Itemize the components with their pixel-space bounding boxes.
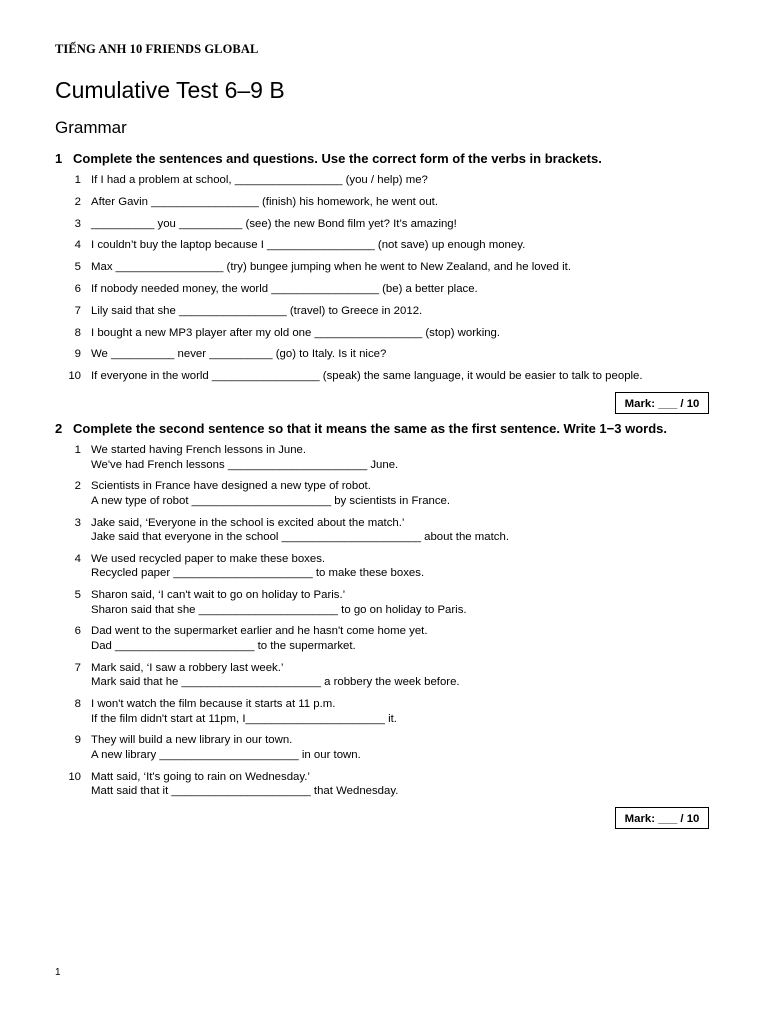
exercise-item <box>55 347 715 369</box>
page-title: Cumulative Test 6–9 B <box>55 77 285 103</box>
exercise-1-instruction-row <box>55 151 715 167</box>
item-text: Matt said, ‘It's going to rain on Wednesday.’ Matt said that it ______________________ that Wednesday. <box>91 770 399 798</box>
exercise-2-number: 2 <box>55 421 63 436</box>
exercise-item <box>55 516 715 552</box>
item-text: We used recycled paper to make these boxes. Recycled paper ______________________ to make these boxes. <box>91 552 425 580</box>
item-text: __________ you __________ (see) the new Bond film yet? It’s amazing! <box>91 217 457 230</box>
exercise-item <box>55 697 715 733</box>
exercise-item <box>55 479 715 515</box>
item-text: Scientists in France have designed a new type of robot. A new type of robot ______________________ by scientists in France. <box>91 480 451 507</box>
exercise-2-instruction-row <box>55 421 715 437</box>
item-number: 8 <box>74 698 81 711</box>
exercise-1-items <box>55 173 715 391</box>
item-number: 2 <box>74 195 81 208</box>
exercise-item <box>55 326 715 348</box>
exercise-item <box>55 282 715 304</box>
item-text: Sharon said, ‘I can't wait to go on holiday to Paris.’ Sharon said that she ______________________ to go on holiday to Paris. <box>91 589 467 616</box>
item-text: If nobody needed money, the world _________________ (be) a better place. <box>91 282 478 295</box>
item-text: If I had a problem at school, _________________ (you / help) me? <box>91 174 428 186</box>
item-number: 6 <box>74 625 81 638</box>
exercise-1-instruction: Complete the sentences and questions. Use the correct form of the verbs in brackets. <box>73 151 602 166</box>
item-text: Lily said that she _________________ (travel) to Greece in 2012. <box>91 304 423 317</box>
item-text: We started having French lessons in June. We've had French lessons ______________________ June. <box>91 444 399 471</box>
exercise-item <box>55 304 715 326</box>
exercise-item <box>55 733 715 769</box>
item-number: 7 <box>74 661 81 674</box>
document-header: TIẾNG ANH 10 FRIENDS GLOBAL <box>55 42 259 56</box>
exercise-2-items <box>55 443 715 806</box>
exercise-item <box>55 369 715 391</box>
item-number: 6 <box>74 282 81 295</box>
exercise-item <box>55 770 715 806</box>
item-number: 8 <box>74 326 81 339</box>
item-number: 5 <box>74 261 81 274</box>
item-text: If everyone in the world _________________ (speak) the same language, it would be easier to talk to people. <box>91 370 643 383</box>
item-number: 7 <box>74 304 81 317</box>
item-number: 1 <box>74 174 81 186</box>
exercise-item <box>55 588 715 624</box>
exercise-item <box>55 195 715 217</box>
item-text: I bought a new MP3 player after my old one _________________ (stop) working. <box>91 326 501 339</box>
item-number: 3 <box>74 516 81 529</box>
section-heading: Grammar <box>55 118 127 137</box>
page-number: 1 <box>55 967 61 978</box>
item-number: 2 <box>74 480 81 493</box>
item-text: Max _________________ (try) bungee jumping when he went to New Zealand, and he loved it. <box>91 261 571 274</box>
item-text: After Gavin _________________ (finish) his homework, he went out. <box>91 195 438 208</box>
exercise-1-number: 1 <box>55 151 63 166</box>
exercise-item <box>55 217 715 239</box>
mark-box-1: Mark: ___ / 10 <box>615 392 709 414</box>
item-number: 10 <box>68 770 81 783</box>
item-number: 10 <box>68 370 81 383</box>
exercise-item <box>55 238 715 260</box>
item-number: 4 <box>74 552 81 565</box>
item-text: I couldn’t buy the laptop because I _________________ (not save) up enough money. <box>91 239 526 252</box>
item-number: 9 <box>74 348 81 361</box>
exercise-item <box>55 661 715 697</box>
item-text: They will build a new library in our town. A new library ______________________ in our town. <box>91 734 361 761</box>
item-text: Dad went to the supermarket earlier and he hasn't come home yet. Dad ______________________ to the supermarket. <box>91 625 428 652</box>
item-number: 4 <box>74 239 81 252</box>
exercise-item <box>55 260 715 282</box>
item-number: 3 <box>74 217 81 230</box>
exercise-2 <box>55 421 715 806</box>
exercise-item <box>55 624 715 660</box>
item-number: 9 <box>74 734 81 747</box>
item-text: We __________ never __________ (go) to Italy. Is it nice? <box>91 348 387 361</box>
exercise-item <box>55 443 715 479</box>
exercise-1 <box>55 151 715 391</box>
item-text: Jake said, ‘Everyone in the school is excited about the match.’ Jake said that everyone in the school ______________________ about the match. <box>91 516 509 544</box>
mark-box-2: Mark: ___ / 10 <box>615 807 709 829</box>
item-text: Mark said, ‘I saw a robbery last week.’ Mark said that he ______________________ a robbery the week before. <box>91 661 460 689</box>
exercise-item <box>55 173 715 195</box>
item-number: 1 <box>74 444 81 456</box>
exercise-item <box>55 552 715 588</box>
item-number: 5 <box>74 589 81 602</box>
item-text: I won't watch the film because it starts at 11 p.m. If the film didn't start at 11pm, I______________________ it. <box>91 698 397 725</box>
exercise-2-instruction: Complete the second sentence so that it means the same as the first sentence. Write 1−3 words. <box>73 421 667 436</box>
